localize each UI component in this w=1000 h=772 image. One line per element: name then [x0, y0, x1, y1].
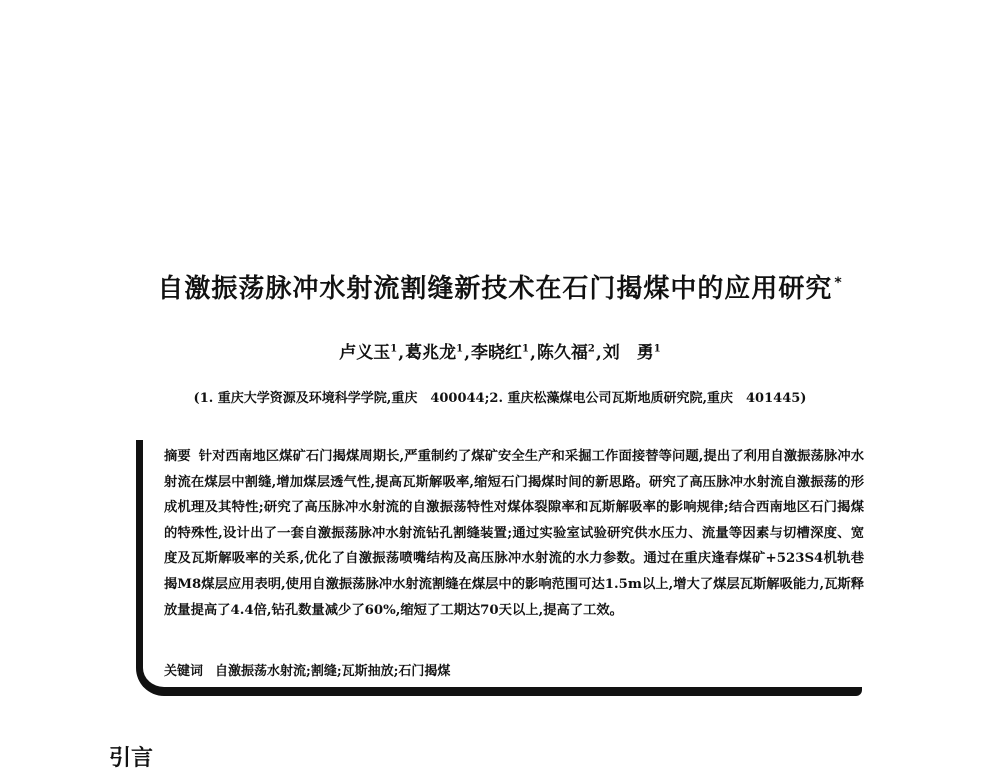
- author-separator: ,: [529, 343, 536, 363]
- title-footnote-mark: *: [834, 275, 843, 292]
- abstract-block: [164, 444, 864, 623]
- paper-title: [0, 268, 1000, 305]
- abstract-text: 针对西南地区煤矿石门揭煤周期长,严重制约了煤矿安全生产和采掘工作面接替等问题,提出了利用自激振荡脉冲水射流在煤层中割缝,增加煤层透气性,提高瓦斯解吸率,缩短石门揭煤时间的新思路。研究了高压脉冲水射流自激振荡的形成机理及其特性;研究了高压脉冲水射流的自激振荡特性对煤体裂隙率和瓦斯解吸率的影响规律;结合西南地区石门揭煤的特殊性,设计出了一套自激振荡脉冲水射流钻孔割缝装置;通过实验室试验研究供水压力、流量等因素与切槽深度、宽度及瓦斯解吸率的关系,优化了自激振荡喷嘴结构及高压脉冲水射流的水力参数。通过在重庆逢春煤矿+523S4机轨巷揭M8煤层应用表明,使用自激振荡脉冲水射流割缝在煤层中的影响范围可达1.5m以上,增大了煤层瓦斯解吸能力,瓦斯释放量提高了4.4倍,钻孔数量减少了60%,缩短了工期达70天以上,提高了工效。: [164, 449, 865, 618]
- author-name: 刘 勇: [602, 343, 654, 363]
- author-affiliation-mark: 1: [456, 343, 464, 355]
- author-affiliations: (1. 重庆大学资源及环境科学学院,重庆 400044;2. 重庆松藻煤电公司瓦斯地质研究院,重庆 401445): [193, 391, 807, 406]
- author-separator: ,: [464, 343, 471, 363]
- author-separator: ,: [398, 343, 405, 363]
- author-affiliation-mark: 1: [522, 343, 529, 355]
- author-name: 陈久福: [536, 343, 588, 363]
- author-name: 葛兆龙: [405, 343, 457, 363]
- author-name: 李晓红: [471, 343, 523, 363]
- keywords-block: [164, 660, 864, 679]
- abstract-label: 摘要: [164, 449, 191, 464]
- author-name: 卢义玉: [339, 343, 391, 363]
- author-affiliation-mark: 1: [390, 343, 398, 355]
- author-list: [0, 338, 1000, 363]
- author-separator: ,: [595, 343, 602, 363]
- author-affiliation-mark: 1: [653, 343, 661, 355]
- author-affiliation-mark: 2: [587, 343, 595, 355]
- paper-title-text: 自激振荡脉冲水射流割缝新技术在石门揭煤中的应用研究: [157, 274, 833, 304]
- section-heading-introduction: 引言: [109, 746, 154, 771]
- keywords-label: 关键词: [164, 664, 204, 679]
- keywords-text: 自激振荡水射流;割缝;瓦斯抽放;石门揭煤: [215, 664, 451, 679]
